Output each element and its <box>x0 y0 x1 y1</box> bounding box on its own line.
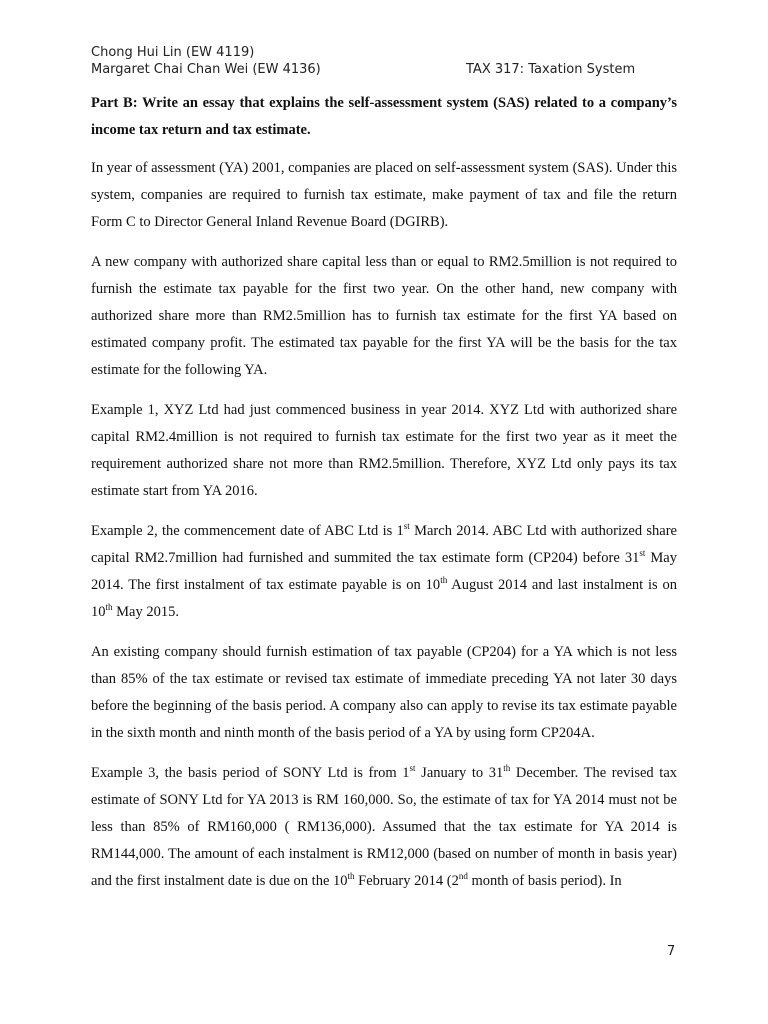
paragraph-5: An existing company should furnish estimation of tax payable (CP204) for a YA which is not less than 85% of the tax estimate or revised tax estimate of immediate preceding YA not later 30 days before the beginning of the basis period. A company also can apply to revise its tax estimate payable in the sixth month and ninth month of the basis period of a YA by using form CP204A. <box>91 644 677 741</box>
essay-title: Part B: Write an essay that explains the self-assessment system (SAS) related to a company’s income tax return and tax estimate. <box>91 95 677 138</box>
paragraph-6: Example 3, the basis period of SONY Ltd is from 1st January to 31th December. The revised tax estimate of SONY Ltd for YA 2013 is RM 160,000. So, the estimate of tax for YA 2014 must not be less than 85% of RM160,000 ( RM136,000). Assumed that the tax estimate for YA 2014 is RM144,000. The amount of each instalment is RM12,000 (based on number of month in basis year) and the first instalment date is due on the 10th February 2014 (2nd month of basis period). In <box>91 763 678 889</box>
paragraph-4: Example 2, the commencement date of ABC Ltd is 1st March 2014. ABC Ltd with authorized share capital RM2.7million had furnished and summited the tax estimate form (CP204) before 31st May 2014. The first instalment of tax estimate payable is on 10th August 2014 and last instalment is on 10th May 2015. <box>91 521 677 620</box>
paragraph-2: A new company with authorized share capital less than or equal to RM2.5million is not required to furnish the estimate tax payable for the first two year. On the other hand, new company with authorized share more than RM2.5million has to furnish tax estimate for the first YA based on estimated company profit. The estimated tax payable for the first YA will be the basis for the tax estimate for the following YA. <box>91 254 677 378</box>
essay-body <box>91 90 677 908</box>
header-author-1: Chong Hui Lin (EW 4119) <box>91 45 255 60</box>
page-number: 7 <box>667 944 676 959</box>
paragraph-3: Example 1, XYZ Ltd had just commenced business in year 2014. XYZ Ltd with authorized share capital RM2.4million is not required to furnish tax estimate for the first two year as it meet the requirement authorized share not more than RM2.5million. Therefore, XYZ Ltd only pays its tax estimate start from YA 2016. <box>91 402 677 499</box>
header-author-2: Margaret Chai Chan Wei (EW 4136) <box>91 62 321 77</box>
paragraph-1: In year of assessment (YA) 2001, companies are placed on self-assessment system (SAS). Under this system, companies are required to furnish tax estimate, make payment of tax and file the return Form C to Director General Inland Revenue Board (DGIRB). <box>91 160 677 230</box>
header-course: TAX 317: Taxation System <box>466 62 636 77</box>
